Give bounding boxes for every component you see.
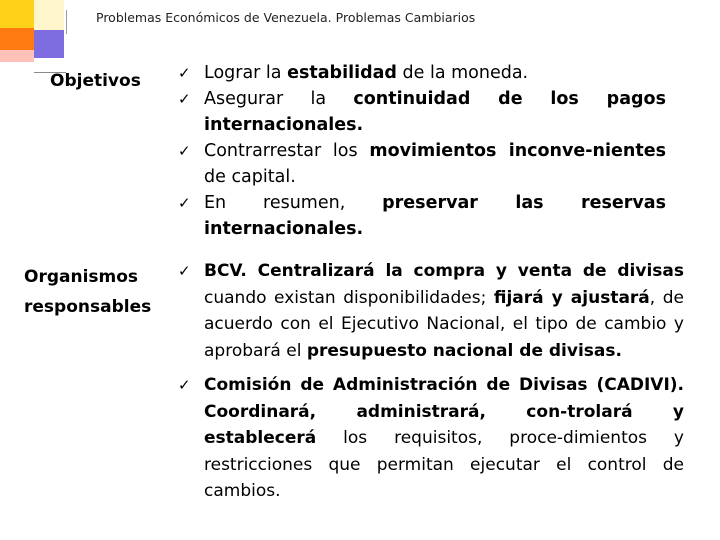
item-text: Lograr la [204, 63, 288, 83]
decorative-square-purple [34, 30, 64, 58]
header-divider-vertical [66, 10, 67, 34]
organismos-list [178, 258, 684, 505]
decorative-square-light [34, 0, 64, 30]
objetivos-label: Objetivos [50, 71, 141, 91]
organismos-label-line1: Organismos [24, 267, 139, 287]
item-text: , de acuerdo con el Ejecutivo Nacional, el tipo de cambio y aprobará el [204, 287, 684, 361]
item-text: En resumen, [204, 193, 383, 213]
item-bold-text: Comisión de Administración de Divisas (CADIVI). Coordinará, administrará, con-trolará y establecerá [204, 375, 684, 448]
item-text: Asegurar la [204, 89, 354, 109]
check-icon: ✓ [178, 194, 191, 212]
item-text: Contrarrestar los [204, 141, 370, 161]
item-text: los requisitos, proce-dimientos y restricciones que permitan ejecutar el control de cambios. [204, 428, 684, 501]
organismos-label-line2: responsables [24, 297, 152, 317]
item-bold-text: estabilidad [287, 63, 397, 83]
list-item-cadivi [178, 372, 684, 505]
list-item [178, 60, 666, 86]
item-bold-text: movimientos inconve-nientes [369, 141, 666, 161]
list-item [178, 86, 666, 138]
list-item [178, 138, 666, 190]
check-icon: ✓ [178, 64, 191, 82]
list-item-bcv [178, 258, 684, 364]
check-icon: ✓ [178, 90, 191, 108]
decorative-square-pink [0, 50, 34, 62]
item-text: cuando existan disponibilidades; [204, 287, 494, 308]
item-bold-text: presupuesto nacional de divisas. [306, 340, 622, 361]
page-title: Problemas Económicos de Venezuela. Problemas Cambiarios [96, 10, 476, 25]
organismos-label [24, 262, 151, 322]
item-bold-text: preservar las reservas internacionales. [204, 193, 666, 239]
decorative-square-orange [0, 28, 34, 50]
check-icon: ✓ [178, 142, 191, 160]
item-text: de la moneda. [396, 63, 529, 83]
objetivos-list [178, 60, 666, 242]
item-text: de capital. [204, 167, 296, 187]
check-icon: ✓ [178, 376, 191, 394]
item-bold-text: fijará y ajustará [493, 287, 650, 308]
list-item [178, 190, 666, 242]
check-icon: ✓ [178, 262, 191, 280]
item-bold-text: BCV. Centralizará la compra y venta de divisas [204, 261, 684, 281]
item-bold-text: continuidad de los pagos internacionales. [204, 89, 666, 135]
decorative-square-yellow [0, 0, 34, 28]
